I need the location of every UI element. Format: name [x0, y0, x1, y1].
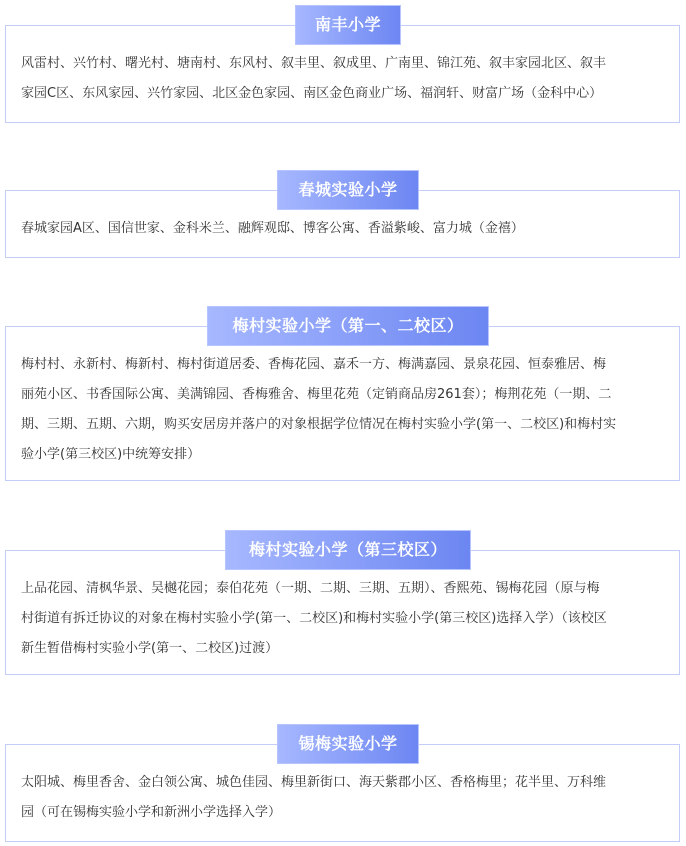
section-title: 梅村实验小学（第三校区）	[225, 530, 471, 570]
section-title: 春城实验小学	[277, 170, 419, 210]
section-content: 梅村村、永新村、梅新村、梅村街道居委、香梅花园、嘉禾一方、梅满嘉园、景泉花园、恒泰雅居、梅 丽苑小区、书香国际公寓、美满锦园、香梅雅舍、梅里花苑（定销商品房261套）；梅荆花苑（一期、二 期、三期、五期、六期，购买安居房并落户的对象根据学位情况在梅村实验小学(第一、二校区)和梅村实 验小学(第三校区)中统筹安排）	[21, 357, 617, 462]
section-title: 梅村实验小学（第一、二校区）	[207, 306, 489, 346]
section-title: 锡梅实验小学	[277, 724, 419, 764]
section-content: 风雷村、兴竹村、曙光村、塘南村、东风村、叙丰里、叙成里、广南里、锦江苑、叙丰家园北区、叙丰 家园C区、东风家园、兴竹家园、北区金色家园、南区金色商业广场、福润轩、财富广场（金科中心）	[21, 56, 607, 101]
section-title: 南丰小学	[295, 5, 401, 45]
section-content: 春城家园A区、国信世家、金科米兰、融辉观邸、博客公寓、香溢紫峻、富力城（金禧）	[21, 221, 524, 236]
section-content: 上品花园、清枫华景、吴樾花园；泰伯花苑（一期、二期、三期、五期）、香熙苑、锡梅花园（原与梅 村街道有拆迁协议的对象在梅村实验小学(第一、二校区)和梅村实验小学(第三校区)选择入学）（该校区 新生暂借梅村实验小学(第一、二校区)过渡）	[21, 581, 607, 656]
section-content: 太阳城、梅里香舍、金白领公寓、城色佳园、梅里新街口、海天紫郡小区、香格梅里；花半里、万科维 园（可在锡梅实验小学和新洲小学选择入学）	[21, 775, 607, 820]
